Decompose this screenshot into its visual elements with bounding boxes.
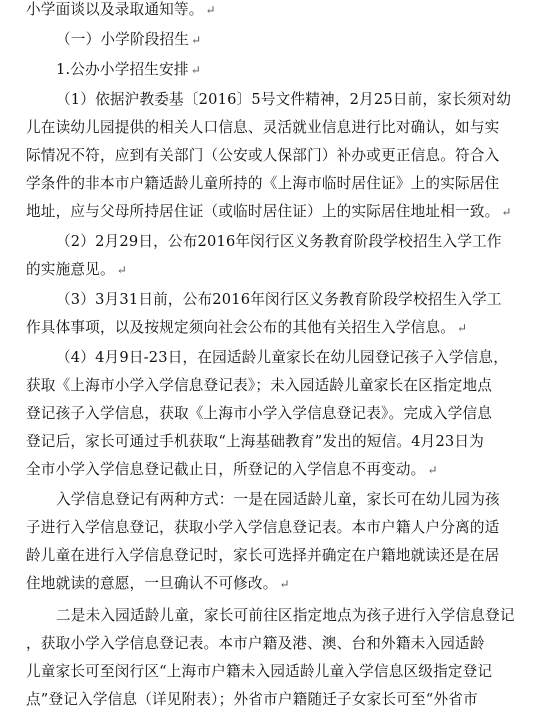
text-line: 际情况不符，应到有关部门（公安或人保部门）补办或更正信息。符合入 [26, 147, 500, 164]
section-heading: （一）小学阶段招生 ↵ [56, 31, 202, 48]
text-line: 儿童家长可至闵行区“上海市户籍未入园适龄儿童入学信息区级指定登记 [26, 663, 493, 680]
text-line: （3）3月31日前，公布2016年闵行区义务教育阶段学校招生入学工 [56, 291, 502, 308]
text-line: 住地就读的意愿，一旦确认不可修改。 ↵ [26, 575, 290, 592]
text-line: 小学面谈以及录取通知等。 ↵ [26, 1, 216, 18]
paragraph-mark: ↵ [190, 63, 201, 77]
text-line: 登记后，家长可通过手机获取“上海基础教育”发出的短信。4月23日为 [26, 433, 485, 450]
paragraph-mark: ↵ [457, 321, 468, 335]
text-line: （4）4月9日-23日，在园适龄儿童家长在幼儿园登记孩子入学信息， [56, 349, 508, 366]
text-line: 点”登记入学信息（详见附表）；外省市户籍随迁子女家长可至“外省市 [26, 691, 478, 708]
text-line: 登记孩子入学信息，获取《上海市小学入学信息登记表》。完成入学信息 [26, 405, 493, 422]
text-line: （2）2月29日，公布2016年闵行区义务教育阶段学校招生入学工作 [56, 233, 502, 250]
paragraph-mark: ↵ [191, 33, 202, 47]
text-line: 儿在读幼儿园提供的相关人口信息、灵活就业信息进行比对确认，如与实 [26, 119, 500, 136]
text-line: （1）依据沪教委基〔2016〕5号文件精神，2月25日前，家长须对幼 [56, 91, 512, 108]
text-line: 入学信息登记有两种方式：一是在园适龄儿童，家长可在幼儿园为孩 [56, 491, 500, 508]
text-line: 龄儿童在进行入学信息登记时，家长可选择并确定在户籍地就读还是在居 [26, 547, 500, 564]
text-line: 的实施意见。 ↵ [26, 261, 128, 278]
paragraph-mark: ↵ [279, 577, 290, 591]
text-line: 获取《上海市小学入学信息登记表》；未入园适龄儿童家长在区指定地点 [26, 377, 493, 394]
text-line: 子进行入学信息登记，获取小学入学信息登记表。本市户籍人户分离的适 [26, 519, 500, 536]
text-line: 二是未入园适龄儿童，家长可前往区指定地点为孩子进行入学信息登记 [56, 607, 515, 624]
text-line: 地址，应与父母所持居住证（或临时居住证）上的实际居住地址相一致。 ↵ [26, 203, 512, 220]
subsection-heading: 1.公办小学招生安排 ↵ [56, 61, 201, 78]
paragraph-mark: ↵ [205, 3, 216, 17]
paragraph-mark: ↵ [501, 205, 512, 219]
text-line: 全市小学入学信息登记截止日，所登记的入学信息不再变动。 ↵ [26, 461, 438, 478]
paragraph-mark: ↵ [427, 463, 438, 477]
paragraph-mark: ↵ [116, 263, 128, 277]
text-line: ，获取小学入学信息登记表。本市户籍及港、澳、台和外籍未入园适龄 [26, 635, 485, 652]
text-line: 作具体事项，以及按规定须向社会公布的其他有关招生入学信息。 ↵ [26, 319, 468, 336]
text-line: 学条件的非本市户籍适龄儿童所持的《上海市临时居住证》上的实际居住 [26, 175, 500, 192]
